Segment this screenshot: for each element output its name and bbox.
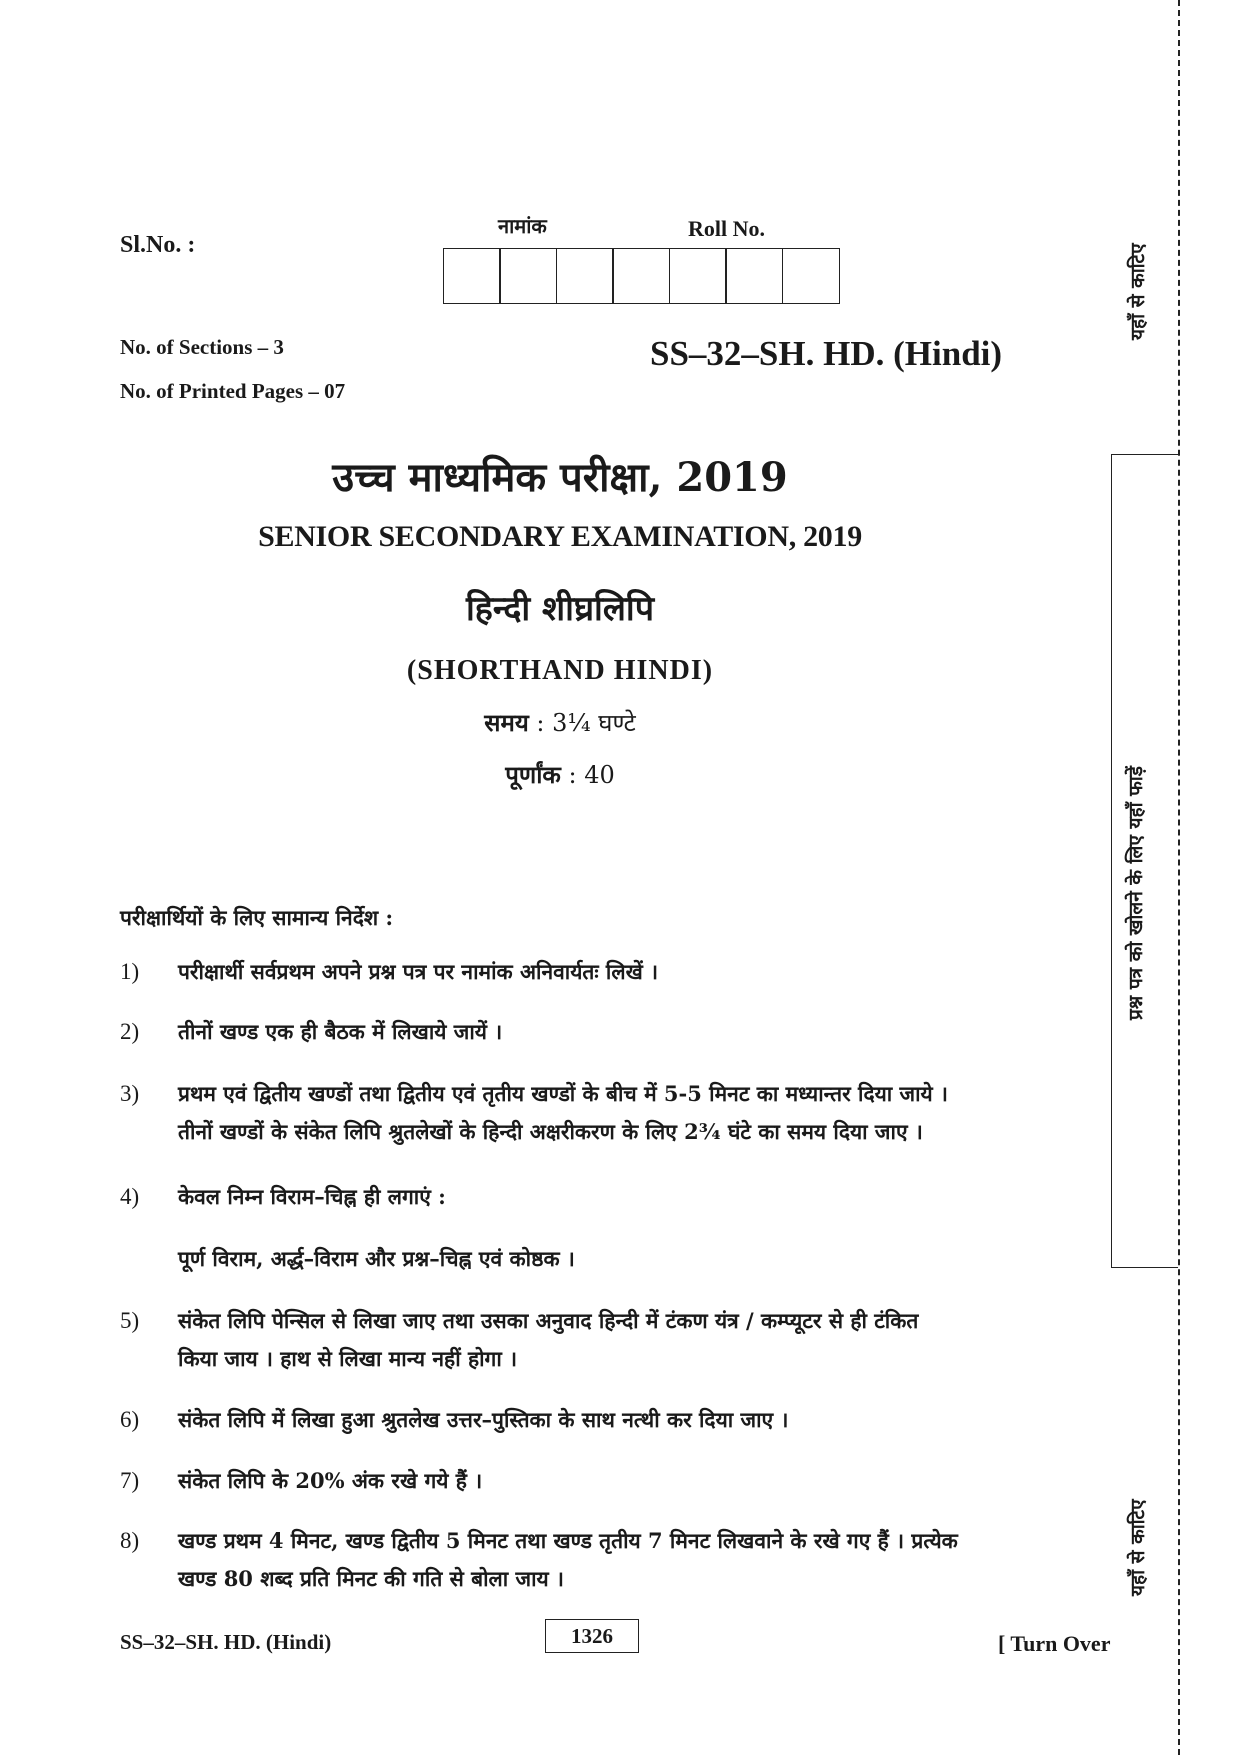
roll-digit-box[interactable]: [499, 248, 557, 304]
instruction-item: [120, 1462, 1060, 1500]
instruction-item: [120, 953, 1060, 991]
instruction-text: किया जाय । हाथ से लिखा मान्य नहीं होगा ।: [178, 1346, 518, 1371]
maximum-marks: [0, 758, 1120, 791]
exam-title-english: SENIOR SECONDARY EXAMINATION, 2019: [258, 520, 862, 553]
instruction-text: प्रथम एवं द्वितीय खण्डों तथा द्वितीय एवं तृतीय खण्डों के बीच में 5-5 मिनट का मध्यान्तर दिया जाये ।: [178, 1081, 949, 1106]
time-value: : 3¼ घण्टे: [528, 709, 636, 737]
instruction-item: [120, 1178, 1060, 1216]
roll-digit-box[interactable]: [782, 248, 840, 304]
exam-title-hindi: उच्च माध्यमिक परीक्षा, 2019: [332, 454, 788, 501]
instruction-item: [120, 1522, 1060, 1598]
instruction-text: पूर्ण विराम, अर्द्ध–विराम और प्रश्न–चिह्न एवं कोष्ठक ।: [178, 1246, 575, 1271]
paper-code: SS–32–SH. HD. (Hindi): [650, 334, 1003, 373]
instruction-text: केवल निम्न विराम–चिह्न ही लगाएं :: [178, 1184, 446, 1209]
cut-here-label-top: यहाँ से काटिए: [1127, 243, 1149, 340]
instruction-text: संकेत लिपि पेन्सिल से लिखा जाए तथा उसका अनुवाद हिन्दी में टंकण यंत्र / कम्प्यूटर से ही टंकित: [178, 1308, 919, 1333]
instruction-item: [120, 1302, 1060, 1378]
instruction-item: [120, 1401, 1060, 1439]
namank-label: नामांक: [498, 214, 547, 238]
tear-here-label: प्रश्न पत्र को खोलने के लिए यहाँ फाड़ें: [1125, 766, 1147, 1020]
instruction-number: 7): [120, 1468, 140, 1493]
instruction-number: 4): [120, 1184, 140, 1209]
cut-line: [1178, 0, 1180, 1755]
roll-number-boxes: [444, 248, 840, 304]
instruction-text: संकेत लिपि के 20% अंक रखे गये हैं ।: [178, 1468, 483, 1493]
instruction-number: 5): [120, 1308, 140, 1333]
marks-label: पूर्णांक: [505, 760, 561, 789]
instruction-number: 6): [120, 1407, 140, 1432]
subject-title-hindi: हिन्दी शीघ्रलिपि: [465, 589, 655, 629]
time-label: समय: [484, 708, 529, 737]
marks-value: : 40: [560, 761, 615, 789]
instruction-text: संकेत लिपि में लिखा हुआ श्रुतलेख उत्तर–पुस्तिका के साथ नत्थी कर दिया जाए ।: [178, 1407, 789, 1432]
instruction-number: 8): [120, 1528, 140, 1553]
instruction-item: [120, 1013, 1060, 1051]
number-of-printed-pages: No. of Printed Pages – 07: [120, 379, 346, 403]
roll-digit-box[interactable]: [556, 248, 614, 304]
roll-number-label: Roll No.: [688, 216, 765, 241]
turn-over-label: [ Turn Over: [998, 1631, 1111, 1656]
instructions-heading: परीक्षार्थियों के लिए सामान्य निर्देश :: [120, 905, 394, 930]
instruction-text: खण्ड प्रथम 4 मिनट, खण्ड द्वितीय 5 मिनट तथा खण्ड तृतीय 7 मिनट लिखवाने के रखे गए हैं । प्रत्येक: [178, 1528, 958, 1553]
instruction-number: 2): [120, 1019, 140, 1044]
footer-page-code: 1326: [545, 1619, 639, 1653]
serial-number-label: Sl.No. :: [120, 232, 196, 258]
time-allowed: [0, 706, 1120, 739]
instruction-number: [120, 1240, 178, 1278]
instruction-text: तीनों खण्ड एक ही बैठक में लिखाये जायें ।: [178, 1019, 503, 1044]
instruction-text: खण्ड 80 शब्द प्रति मिनट की गति से बोला जाय ।: [178, 1566, 565, 1591]
number-of-sections: No. of Sections – 3: [120, 335, 284, 359]
subject-title-english: (SHORTHAND HINDI): [406, 655, 714, 686]
roll-digit-box[interactable]: [443, 248, 501, 304]
instruction-text: तीनों खण्डों के संकेत लिपि श्रुतलेखों के हिन्दी अक्षरीकरण के लिए 2¾ घंटे का समय दिया जाए ।: [178, 1119, 923, 1144]
instruction-number: 1): [120, 959, 140, 984]
roll-digit-box[interactable]: [669, 248, 727, 304]
cut-here-label-bottom: यहाँ से काटिए: [1127, 1499, 1149, 1596]
roll-digit-box[interactable]: [612, 248, 670, 304]
instruction-number: 3): [120, 1081, 140, 1106]
footer-paper-code: SS–32–SH. HD. (Hindi): [120, 1630, 332, 1654]
instruction-item: [120, 1075, 1060, 1151]
instruction-text: परीक्षार्थी सर्वप्रथम अपने प्रश्न पत्र पर नामांक अनिवार्यतः लिखें ।: [178, 959, 659, 984]
roll-digit-box[interactable]: [725, 248, 783, 304]
instruction-item: [120, 1240, 1060, 1278]
